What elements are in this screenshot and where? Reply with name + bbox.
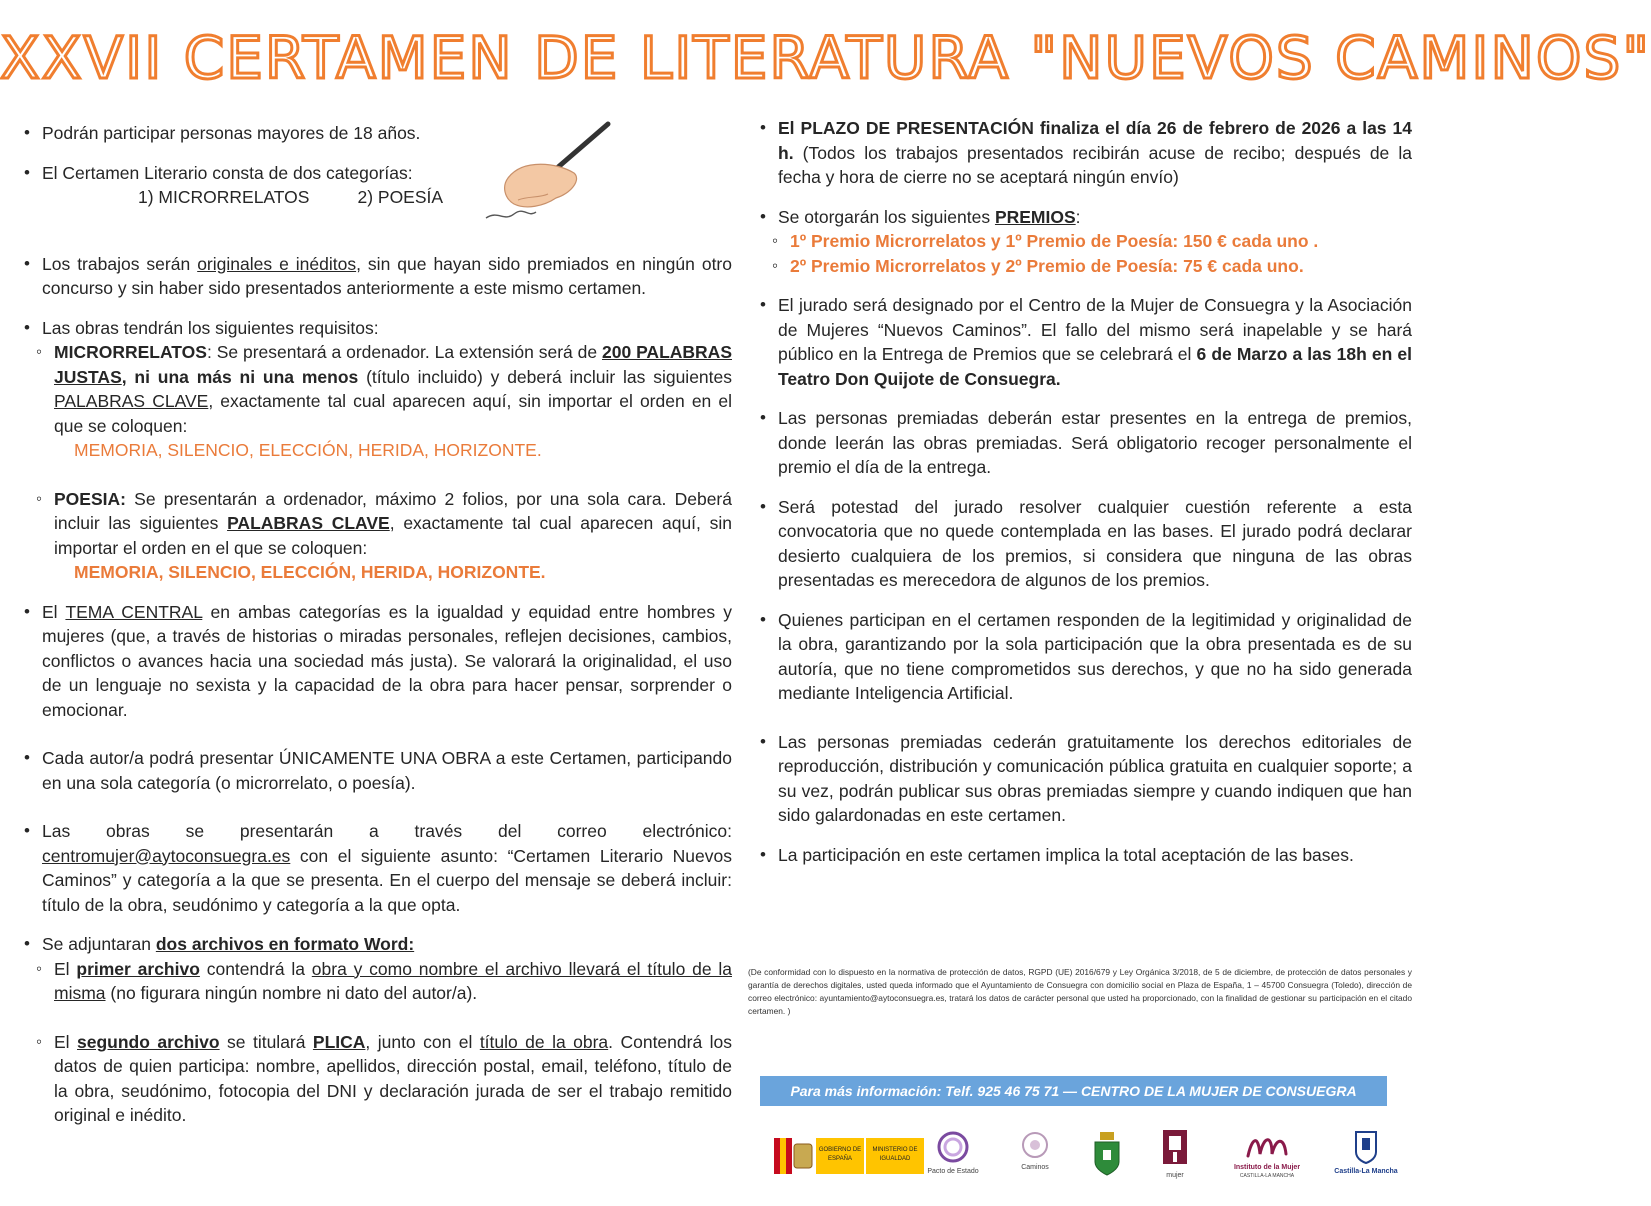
clm-shield-icon	[1354, 1130, 1378, 1164]
rule-jury: • El jurado será designado por el Centro de la Mujer de Consuegra y la Asociación de Mujeres “Nuevos Caminos”. El fallo del mismo será inapelable y se hará público en la Entrega de Premios que se celebrará el 6 de Marzo a las 18h en el Teatro Don Quijote de Consuegra.	[760, 293, 1412, 391]
rule-jury-powers: • Será potestad del jurado resolver cualquier cuestión referente a esta convocatoria que no quede contemplada en las bases. El jurado podrá declarar desierto cualquiera de los premios, si considera que ninguna de las obras presentadas es merecedora de algunos de los premios.	[760, 495, 1412, 593]
instituto-mujer-icon	[1242, 1128, 1292, 1160]
file-second: ◦ El segundo archivo se titulará PLICA, junto con el título de la obra. Contendrá los datos de quien participa: nombre, apellidos, dirección postal, email, teléfono, título de la obra, seudónimo, fotocopia del DNI y declaración jurada de ser el trabajo remitido original e inédito.	[24, 1030, 732, 1128]
consuegra-shield-icon	[1092, 1132, 1122, 1176]
rule-files: • Se adjuntaran dos archivos en formato Word: ◦ El primer archivo contendrá la obra y como nombre el archivo llevará el título de la misma (no figurara ningún nombre ni dato del autor/a). ◦ El segundo archivo se titulará PLICA, junto con el título de la obra. Contendrá los datos de quien participa: nombre, apellidos, dirección postal, email, teléfono, título de la obra, seudónimo, fotocopia del DNI y declaración jurada de ser el trabajo remitido original e inédito.	[24, 932, 732, 1128]
rule-age: • Podrán participar personas mayores de 18 años.	[24, 121, 732, 146]
pacto-estado-logo: Pacto de Estado	[924, 1130, 982, 1180]
consuegra-logo	[1090, 1132, 1124, 1178]
rule-email: • Las obras se presentarán a través del correo electrónico: centromujer@aytoconsuegra.es con el siguiente asunto: “Certamen Literario Nuevos Caminos” y categoría a la que se presenta. En el cuerpo del mensaje se deberá incluir: título de la obra, seudónimo y categoría a la que opta.	[24, 819, 732, 917]
rule-categories: • El Certamen Literario consta de dos categorías: 1) MICRORRELATOS 2) POESÍA	[24, 161, 732, 210]
rule-prizes: • Se otorgarán los siguientes PREMIOS: ◦ 1º Premio Microrrelatos y 1º Premio de Poesía: 150 € cada uno . ◦ 2º Premio Microrrelatos y 2º Premio de Poesía: 75 € cada uno.	[760, 205, 1412, 279]
micro-keywords: MEMORIA, SILENCIO, ELECCIÓN, HERIDA, HORIZONTE.	[74, 440, 542, 460]
left-column	[24, 121, 732, 1128]
poesia-keywords: MEMORIA, SILENCIO, ELECCIÓN, HERIDA, HORIZONTE.	[74, 562, 546, 582]
rule-requirements: • Las obras tendrán los siguientes requisitos: ◦ MICRORRELATOS: Se presentará a ordenador. La extensión será de 200 PALABRAS JUSTAS, ni una más ni una menos (título incluido) y deberá incluir las siguientes PALABRAS CLAVE, exactamente tal cual aparecen aquí, sin importar el orden en el que se coloquen: MEMORIA, SILENCIO, ELECCIÓN, HERIDA, HORIZONTE. ◦ POESIA: Se presentarán a ordenador, máximo 2 folios, por una sola cara. Deberá incluir las siguientes PALABRAS CLAVE, exactamente tal cual aparecen aquí, sin importar el orden en el que se coloquen: MEMORIA, SILENCIO, ELECCIÓN, HERIDA, HORIZONTE.	[24, 316, 732, 585]
rule-theme: • El TEMA CENTRAL en ambas categorías es la igualdad y equidad entre hombres y mujeres (que, a través de historias o miradas personales, reflejen decisiones, cambios, conflictos o avances hacia una sociedad más justa). Se valorará la originalidad, el uso de un lenguaje no sexista y la capacidad de la obra para hacer pensar, sorprender o emocionar.	[24, 600, 732, 723]
legal-notice: (De conformidad con lo dispuesto en la normativa de protección de datos, RGPD (UE) 2016/679 y Ley Orgánica 3/2018, de 5 de diciembre, de protección de datos personales y garantía de derechos digitales, usted queda informado que el Ayuntamiento de Consuegra con domicilio social en Plaza de España, 1 – 45700 Consuegra (Toledo), dirección de correo electrónico: ayuntamiento@aytoconsuegra.es, tratará los datos de carácter personal que usted ha proporcionado, con la finalidad de gestionar su participación en el citado certamen. )	[748, 967, 1412, 1016]
req-poesia: ◦ POESIA: Se presentarán a ordenador, máximo 2 folios, por una sola cara. Deberá incluir las siguientes PALABRAS CLAVE, exactamente tal cual aparecen aquí, sin importar el orden en el que se coloquen: MEMORIA, SILENCIO, ELECCIÓN, HERIDA, HORIZONTE.	[24, 487, 732, 585]
rule-rights: • Las personas premiadas cederán gratuitamente los derechos editoriales de reproducción, distribución y comunicación pública gratuita en cualquier soporte; a su vez, podrán publicar sus obras premiadas siempre y cuando indiquen que han sido galardonadas en este certamen.	[760, 730, 1412, 828]
rule-one-work: • Cada autor/a podrá presentar ÚNICAMENTE UNA OBRA a este Certamen, participando en una sola categoría (o microrrelato, o poesía).	[24, 746, 732, 795]
rule-deadline: • El PLAZO DE PRESENTACIÓN finaliza el día 26 de febrero de 2026 a las 14 h. (Todos los trabajos presentados recibirán acuse de recibo; después de la fecha y hora de cierre no se aceptará ningún envío)	[760, 116, 1412, 190]
clm-logo: Castilla-La Mancha	[1328, 1130, 1404, 1180]
email-link[interactable]: centromujer@aytoconsuegra.es	[42, 845, 291, 866]
pacto-estado-icon	[936, 1130, 970, 1164]
prize-second: ◦ 2º Premio Microrrelatos y 2º Premio de Poesía: 75 € cada uno.	[760, 254, 1412, 279]
gobierno-logo: GOBIERNO DE ESPAÑA MINISTERIO DE IGUALDAD	[774, 1138, 924, 1174]
rule-acceptance: • La participación en este certamen implica la total aceptación de las bases.	[760, 843, 1412, 868]
req-microrrelatos: ◦ MICRORRELATOS: Se presentará a ordenador. La extensión será de 200 PALABRAS JUSTAS, ni una más ni una menos (título incluido) y deberá incluir las siguientes PALABRAS CLAVE, exactamente tal cual aparecen aquí, sin importar el orden en el que se coloquen: MEMORIA, SILENCIO, ELECCIÓN, HERIDA, HORIZONTE.	[24, 340, 732, 463]
file-first: ◦ El primer archivo contendrá la obra y como nombre el archivo llevará el título de la misma (no figurara ningún nombre ni dato del autor/a).	[24, 957, 732, 1006]
sponsor-logos	[772, 1128, 1412, 1184]
info-banner: Para más información: Telf. 925 46 75 71 — CENTRO DE LA MUJER DE CONSUEGRA	[760, 1076, 1387, 1106]
caminos-icon	[1020, 1130, 1050, 1160]
mujer-icon	[1161, 1130, 1189, 1168]
caminos-logo: Caminos	[1012, 1130, 1058, 1180]
rule-originals: • Los trabajos serán originales e inéditos, sin que hayan sido premiados en ningún otro concurso y sin haber sido presentados anteriormente a este mismo certamen.	[24, 252, 732, 301]
rule-authorship: • Quienes participan en el certamen responden de la legitimidad y originalidad de la obra, garantizando por la sola participación que la obra presentada es de su autoría, que no tiene comprometidos sus derechos, y que no ha sido generada mediante Inteligencia Artificial.	[760, 608, 1412, 706]
prize-first: ◦ 1º Premio Microrrelatos y 1º Premio de Poesía: 150 € cada uno .	[760, 229, 1412, 254]
rule-attendance: • Las personas premiadas deberán estar presentes en la entrega de premios, donde leerán las obras premiadas. Será obligatorio recoger personalmente el premio el día de la entrega.	[760, 406, 1412, 480]
instituto-mujer-logo: Instituto de la Mujer CASTILLA-LA MANCHA	[1224, 1128, 1310, 1182]
page-title: XXVII CERTAMEN DE LITERATURA "NUEVOS CAMINOS"	[0, 24, 1651, 92]
mujer-logo: mujer	[1158, 1130, 1192, 1180]
right-column	[760, 116, 1412, 867]
